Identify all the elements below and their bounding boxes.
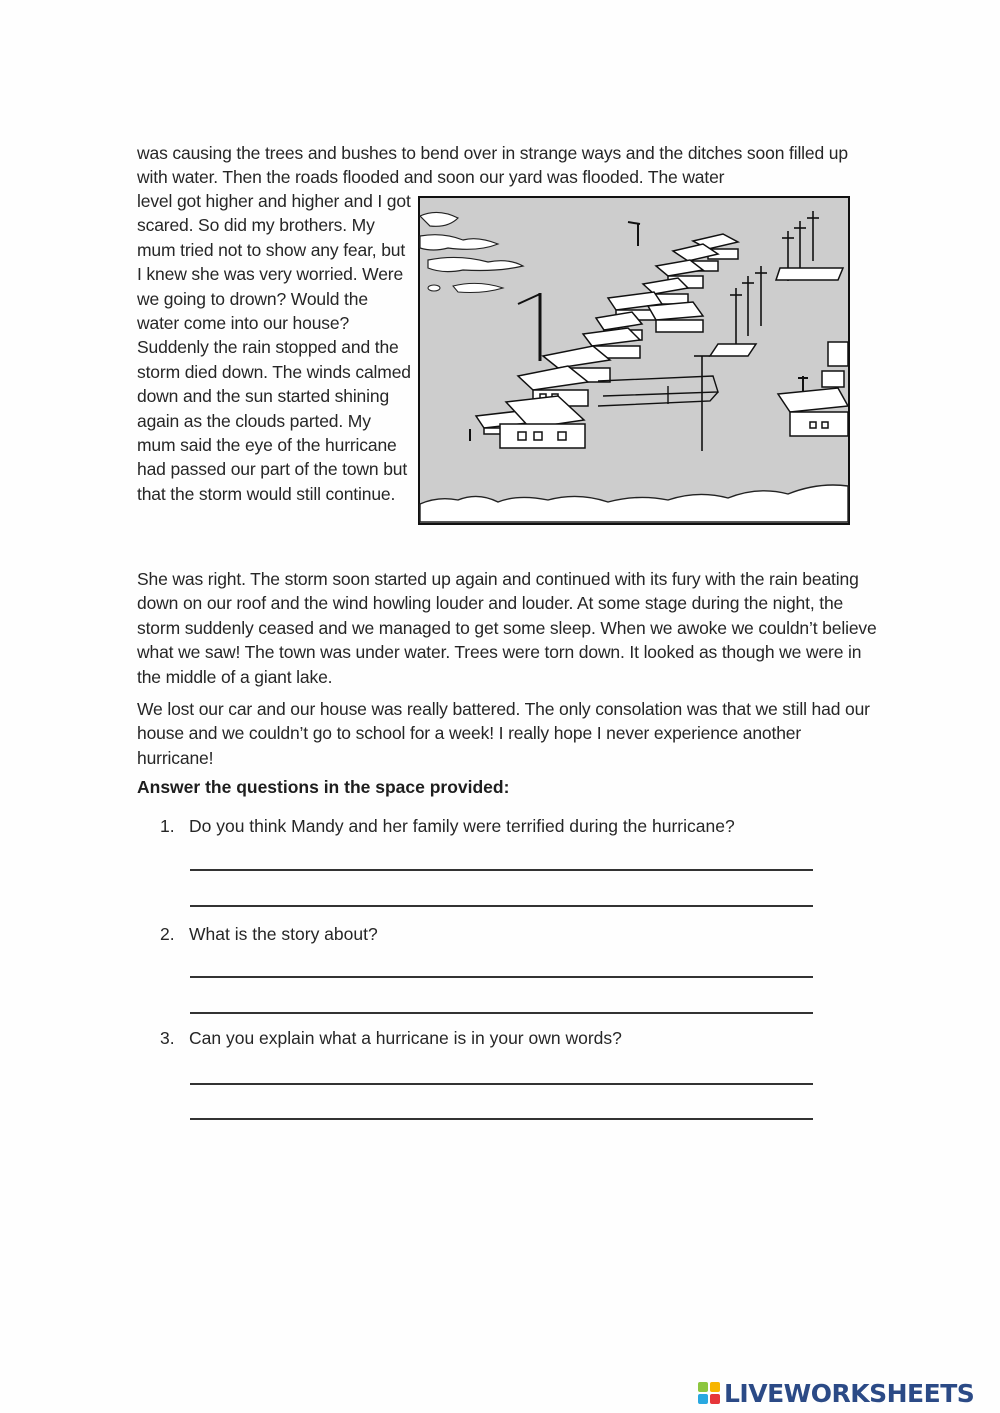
answer-line-2b[interactable]	[190, 1012, 813, 1014]
passage-wrap: level got higher and higher and I got scared. So did my brothers. My mum tried not to show any fear, but I knew she was very worried. Were we going to drown? Would the water come into our house? Suddenly the rain stopped and the storm died down. The winds calmed down and the sun started shining again as the clouds parted. My mum said the eye of the hurricane had passed our part of the town but that the storm would still continue.	[137, 191, 411, 504]
question-3	[160, 1028, 622, 1049]
passage-paragraph-3: We lost our car and our house was really battered. The only consolation was that we still had our house and we couldn’t go to school for a week! I really hope I never experience another hurricane!	[137, 699, 870, 768]
answer-line-1b[interactable]	[190, 905, 813, 907]
instructions-heading: Answer the questions in the space provided:	[137, 777, 510, 797]
passage-paragraph-2: She was right. The storm soon started up again and continued with its fury with the rain beating down on our roof and the wind howling louder and louder. At some stage during the night, the storm suddenly ceased and we managed to get some sleep. When we awoke we couldn’t believe what we saw! The town was under water. Trees were torn down. It looked as though we were in the middle of a giant lake.	[137, 569, 877, 687]
brand-name: LIVEWORKSHEETS	[724, 1378, 975, 1408]
answer-line-3a[interactable]	[190, 1083, 813, 1085]
passage-intro: was causing the trees and bushes to bend over in strange ways and the ditches soon filled up with water. Then the roads flooded and soon our yard was flooded. The water	[137, 143, 848, 188]
question-text: Do you think Mandy and her family were terrified during the hurricane?	[189, 816, 735, 836]
liveworksheets-logo-icon	[698, 1382, 720, 1404]
answer-line-3b[interactable]	[190, 1118, 813, 1120]
question-number: 2.	[160, 924, 175, 944]
liveworksheets-brand[interactable]	[698, 1378, 974, 1408]
question-1	[160, 816, 735, 837]
flooded-town-illustration	[418, 196, 850, 525]
question-text: What is the story about?	[189, 924, 378, 944]
answer-line-1a[interactable]	[190, 869, 813, 871]
question-number: 3.	[160, 1028, 175, 1048]
answer-line-2a[interactable]	[190, 976, 813, 978]
question-text: Can you explain what a hurricane is in your own words?	[189, 1028, 622, 1048]
question-2	[160, 924, 378, 945]
question-number: 1.	[160, 816, 175, 836]
